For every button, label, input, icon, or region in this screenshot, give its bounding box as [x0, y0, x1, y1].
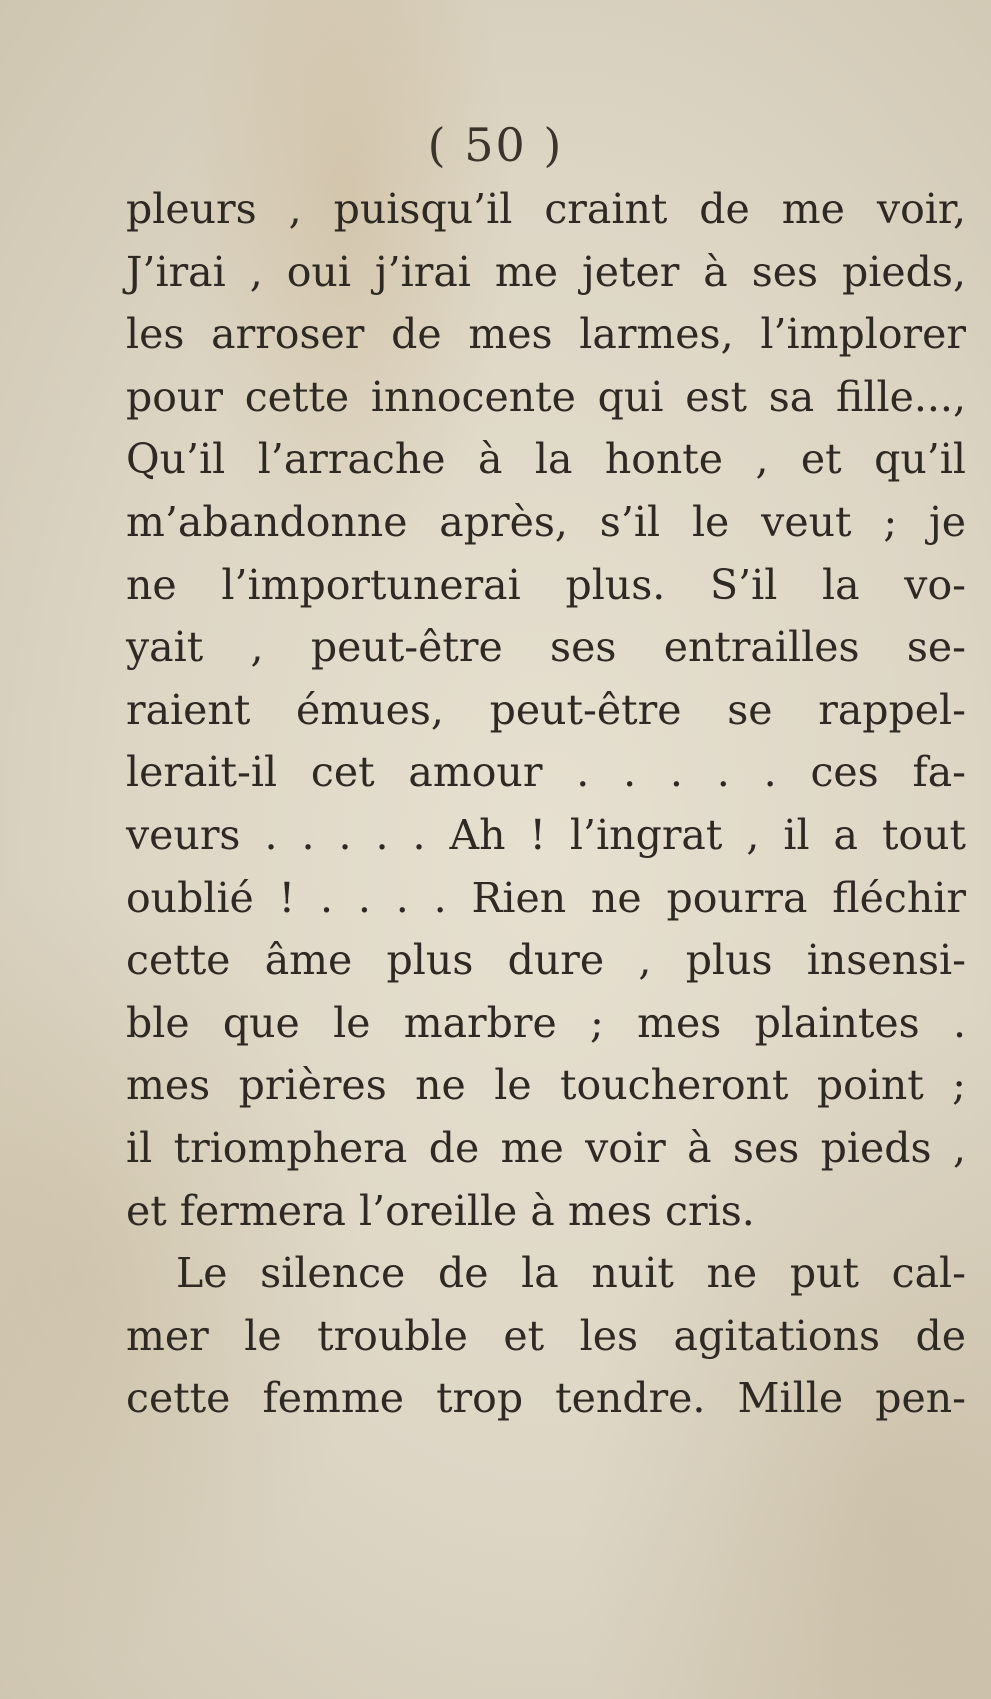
text-line: yait , peut-être ses entrailles se- — [126, 623, 966, 672]
text-line: oublié ! . . . . Rien ne pourra fléchir — [126, 873, 966, 922]
text-line: cette âme plus dure , plus insensi- — [126, 936, 966, 985]
text-line: cette femme trop tendre. Mille pen- — [126, 1374, 966, 1423]
text-line: il triomphera de me voir à ses pieds , — [126, 1123, 966, 1172]
text-line: mer le trouble et les agitations de — [126, 1311, 966, 1360]
text-line: ble que le marbre ; mes plaintes . — [126, 998, 966, 1047]
text-line: lerait-il cet amour . . . . . ces fa- — [126, 748, 966, 797]
text-line: pour cette innocente qui est sa fille..., — [126, 372, 966, 421]
text-line: mes prières ne le toucheront point ; — [126, 1061, 966, 1110]
text-line: raient émues, peut-être se rappel- — [126, 685, 966, 734]
text-line: et fermera l’oreille à mes cris. — [126, 1186, 755, 1235]
text-line: ne l’importunerai plus. S’il la vo- — [126, 560, 966, 609]
page-number: ( 50 ) — [427, 118, 564, 172]
text-line: Le silence de la nuit ne put cal- — [176, 1249, 966, 1298]
text-line: les arroser de mes larmes, l’implorer — [126, 310, 966, 359]
text-line: pleurs , puisqu’il craint de me voir, — [126, 185, 966, 233]
text-line: Qu’il l’arrache à la honte , et qu’il — [126, 435, 966, 484]
text-line: m’abandonne après, s’il le veut ; je — [126, 497, 966, 546]
text-line: veurs . . . . . Ah ! l’ingrat , il a tout — [126, 810, 966, 859]
body-text — [126, 178, 966, 1430]
text-line: J’irai , oui j’irai me jeter à ses pieds, — [126, 247, 966, 296]
